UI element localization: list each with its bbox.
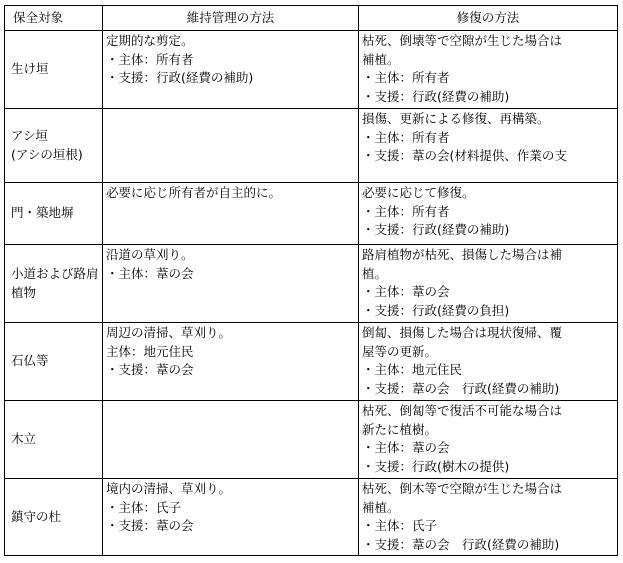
target-cell xyxy=(5,401,103,479)
maintenance-cell xyxy=(103,245,359,323)
repair-line: ・主体：所有者 xyxy=(362,129,450,145)
table-container xyxy=(4,5,618,556)
target-text: 石仏等 xyxy=(11,353,49,369)
repair-line: 枯死、倒木等で空隙が生じた場合は xyxy=(362,481,563,496)
table-row xyxy=(5,109,618,183)
repair-line: 枯死、倒匐等で復活不可能な場合は xyxy=(362,403,563,418)
repair-cell xyxy=(359,245,618,323)
header-row xyxy=(5,6,618,31)
repair-line: 補植。 xyxy=(362,51,400,67)
repair-line: ・主体：所有者 xyxy=(362,70,450,85)
header-maintenance: 維持管理の方法 xyxy=(103,6,359,31)
maintenance-line: 必要に応じ所有者が自主的に。 xyxy=(106,185,282,200)
repair-line: ・支援：葦の会 行政(経費の補助) xyxy=(362,536,560,552)
repair-line: ・支援：葦の会(材料提供、作業の支 xyxy=(362,148,567,163)
target-text: 小道および路肩植物 xyxy=(11,266,99,300)
target-cell xyxy=(5,31,103,109)
repair-line: ・主体：葦の会 xyxy=(362,440,450,455)
table-row xyxy=(5,31,618,109)
repair-line: 屋等の更新。 xyxy=(362,343,438,359)
repair-cell xyxy=(359,31,618,109)
table-row xyxy=(5,245,618,323)
table-row xyxy=(5,401,618,479)
target-text: 木立 xyxy=(11,431,37,447)
maintenance-line: ・主体：氏子 xyxy=(106,499,182,515)
maintenance-cell xyxy=(103,183,359,245)
repair-cell xyxy=(359,401,618,479)
repair-line: 路肩植物が枯死、損傷した場合は補 xyxy=(362,247,563,262)
table-row xyxy=(5,479,618,556)
repair-line: ・支援：行政(経費の負担) xyxy=(362,302,510,318)
maintenance-line: ・主体：所有者 xyxy=(106,51,194,67)
maintenance-line: 沿道の草刈り。 xyxy=(106,247,194,262)
maintenance-line: ・支援：葦の会 xyxy=(106,518,194,533)
target-cell xyxy=(5,245,103,323)
target-cell xyxy=(5,183,103,245)
target-cell xyxy=(5,323,103,401)
repair-cell xyxy=(359,109,618,183)
maintenance-cell xyxy=(103,31,359,109)
maintenance-cell xyxy=(103,479,359,556)
repair-line: ・主体：葦の会 xyxy=(362,284,450,299)
repair-line: 必要に応じて修復。 xyxy=(362,185,475,200)
repair-line: 新たに植樹。 xyxy=(362,421,438,437)
repair-line: ・主体：氏子 xyxy=(362,518,438,533)
target-cell xyxy=(5,109,103,183)
maintenance-line: ・主体：葦の会 xyxy=(106,265,194,281)
maintenance-cell xyxy=(103,109,359,183)
maintenance-line: 境内の清掃、草刈り。 xyxy=(106,481,232,496)
repair-line: 損傷、更新による修復、再構築。 xyxy=(362,111,550,126)
repair-line: 枯死、倒壊等で空隙が生じた場合は xyxy=(362,33,563,48)
repair-line: ・主体：所有者 xyxy=(362,203,450,219)
repair-cell xyxy=(359,183,618,245)
repair-line: 補植。 xyxy=(362,499,400,515)
target-text: アシ垣 xyxy=(11,128,49,143)
repair-line: ・支援：行政(経費の補助) xyxy=(362,222,510,237)
repair-line: 植。 xyxy=(362,265,388,281)
repair-cell xyxy=(359,479,618,556)
repair-line: ・主体：地元住民 xyxy=(362,362,463,377)
repair-line: ・支援：行政(樹木の提供) xyxy=(362,458,510,474)
maintenance-line: 周辺の清掃、草刈り。 xyxy=(106,325,232,340)
maintenance-line: ・支援：行政(経費の補助) xyxy=(106,70,254,85)
maintenance-cell xyxy=(103,323,359,401)
conservation-table xyxy=(4,5,618,556)
target-cell xyxy=(5,479,103,556)
maintenance-cell xyxy=(103,401,359,479)
header-repair: 修復の方法 xyxy=(359,6,618,31)
repair-line: ・支援：葦の会 行政(経費の補助) xyxy=(362,380,560,396)
repair-cell xyxy=(359,323,618,401)
maintenance-line: 主体：地元住民 xyxy=(106,343,194,359)
repair-line: ・支援：行政(経費の補助) xyxy=(362,88,510,104)
target-text: 鎮守の杜 xyxy=(11,508,62,524)
target-text: 門・築地塀 xyxy=(11,205,74,221)
repair-line: 倒匐、損傷した場合は現状復帰、覆 xyxy=(362,325,563,340)
table-row xyxy=(5,183,618,245)
maintenance-line: 定期的な剪定。 xyxy=(106,33,194,48)
maintenance-line: ・支援：葦の会 xyxy=(106,362,194,377)
header-target: 保全対象 xyxy=(5,6,103,31)
table-row xyxy=(5,323,618,401)
target-text: 生け垣 xyxy=(11,61,49,77)
target-text: (アシの垣根) xyxy=(11,146,83,162)
